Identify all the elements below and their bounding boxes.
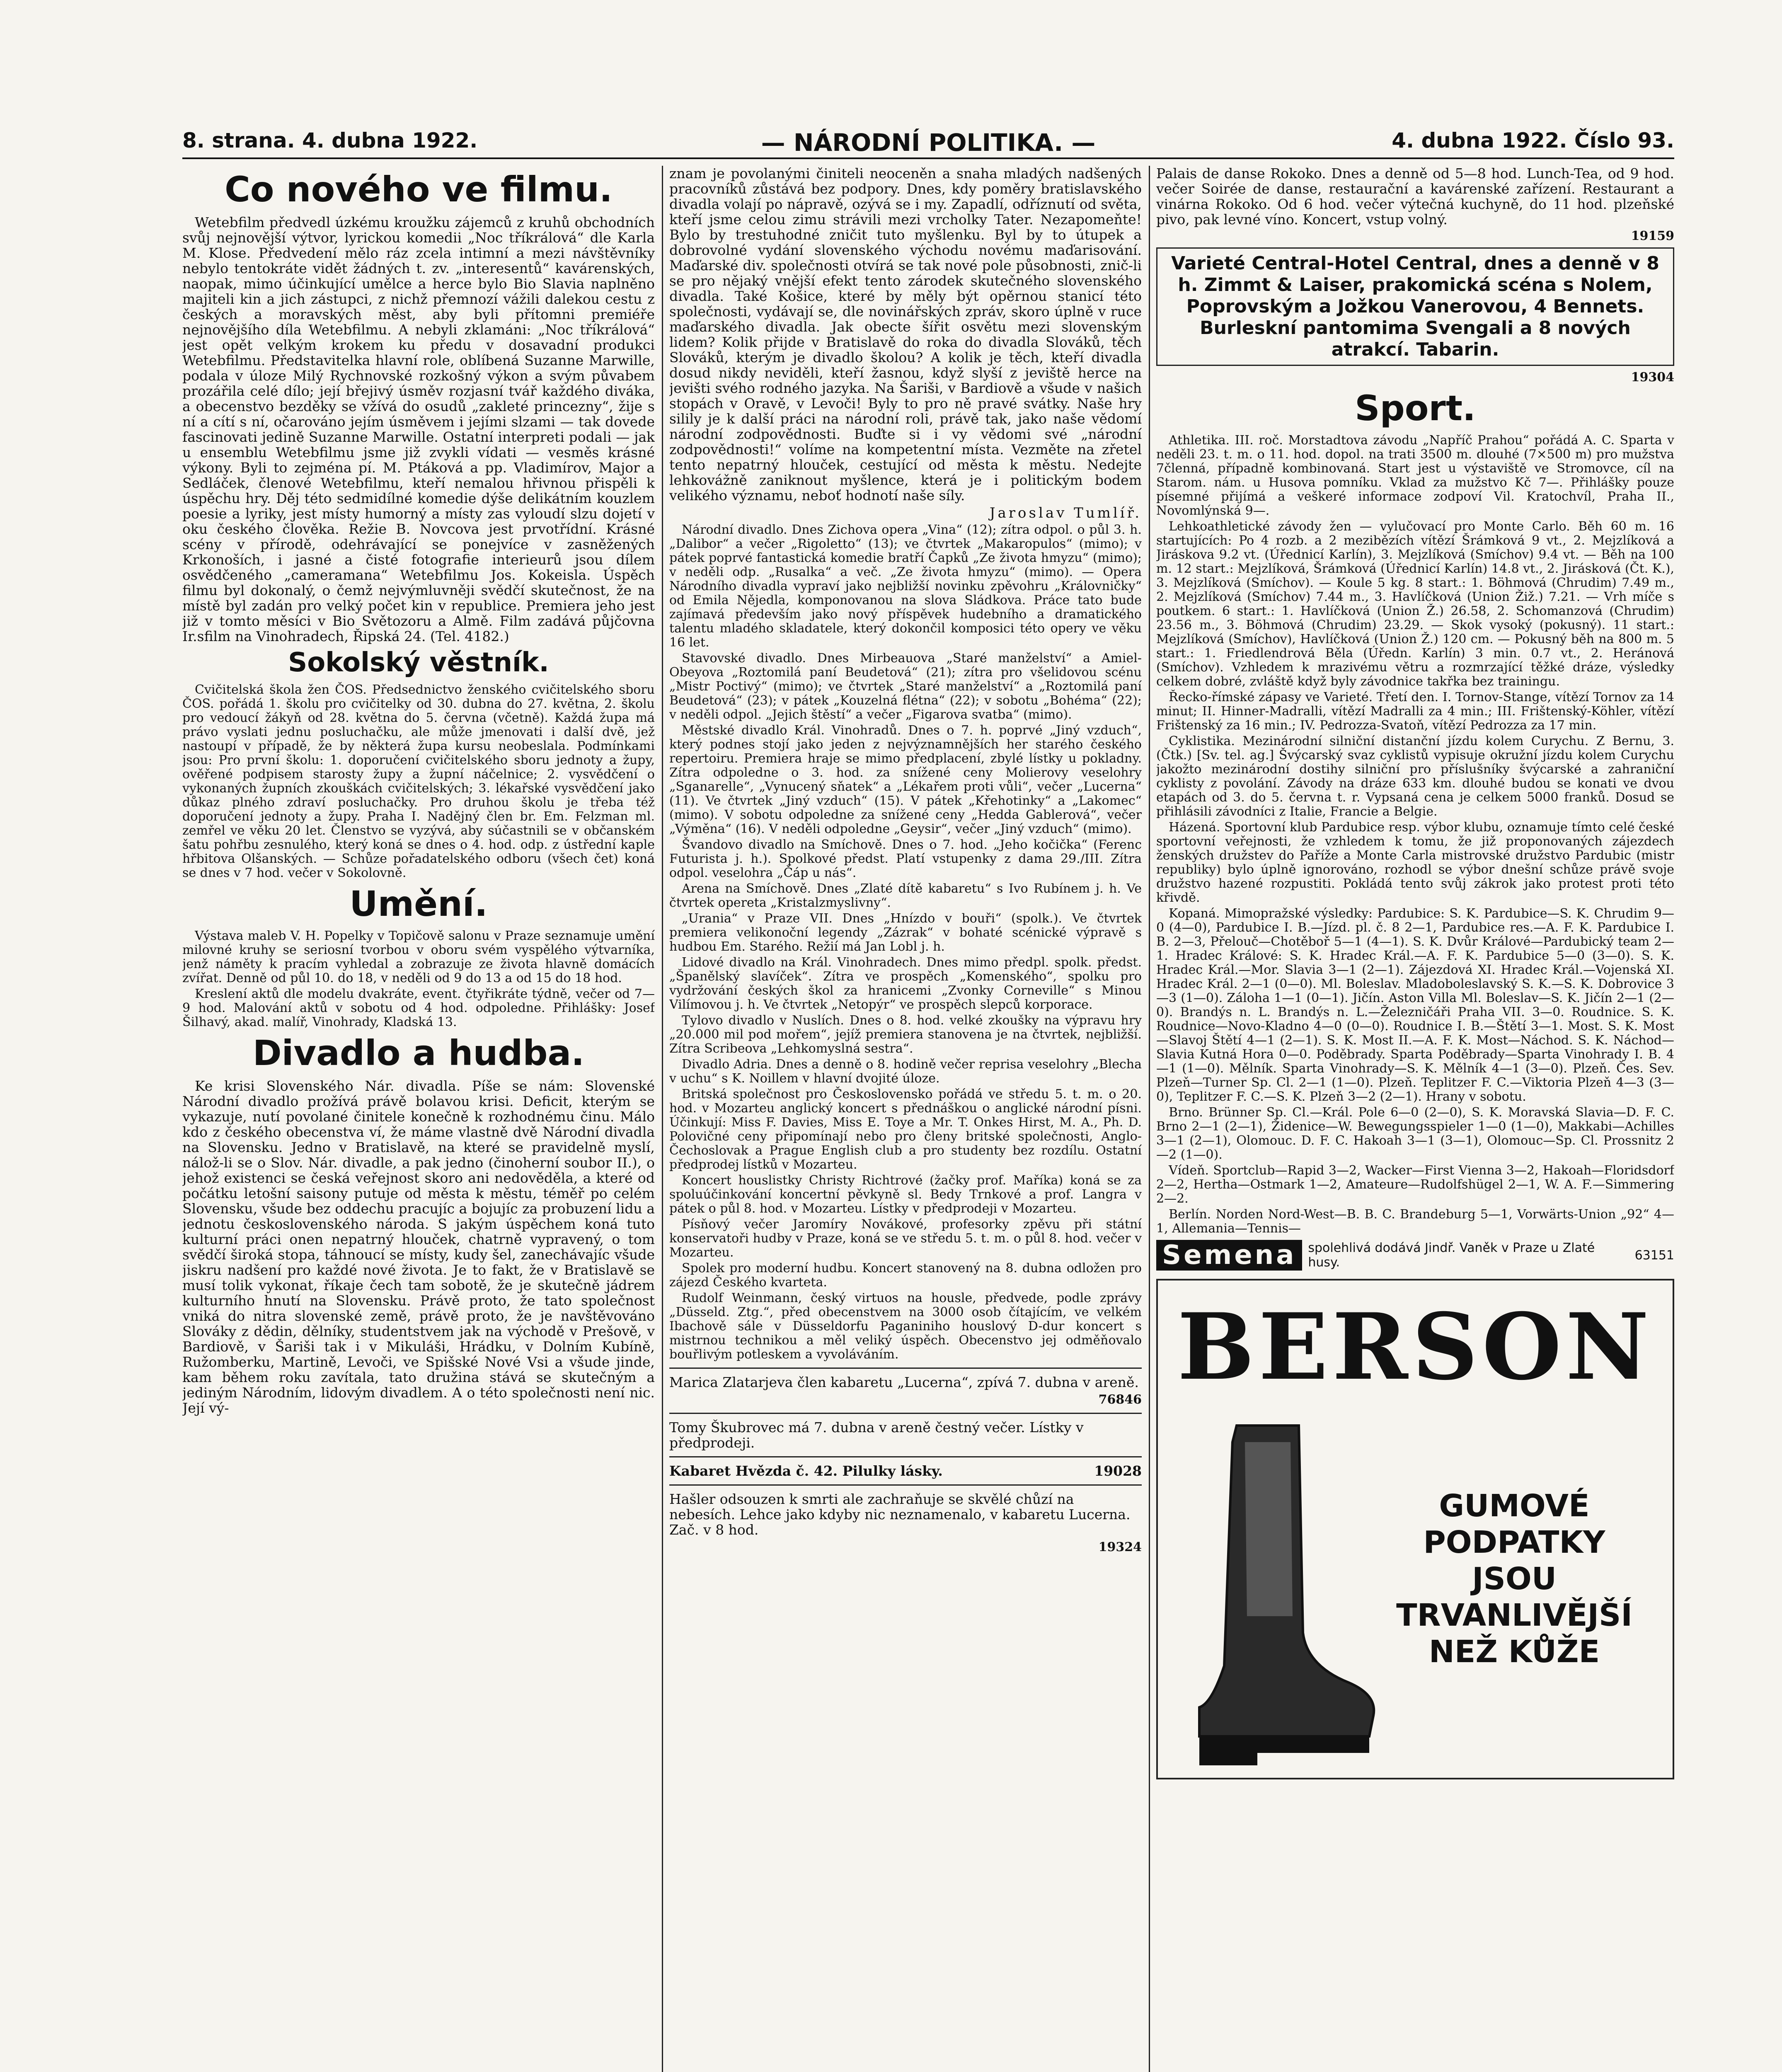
news-national-theatre: Národní divadlo. Dnes Zichova opera „Vina“ (12); zítra odpol. o půl 3. h. „Dalibor“ a večer „Rigoletto“ (13); ve čtvrtek „Makaropulos“ (mimo); v pátek poprvé fantastická komedie bratří Čapků „Ze života hmyzu“ (mimo); v neděli odp. „Rusalka“ a več. „Ze života hmyzu“ (mimo). — Opera Národního divadla vypraví jako nejbližší novinku zpěvohru „Královničky“ od Emila Nějedla, komponovanou na slova Sládkova. Práce tato bude zajímavá především jako nový příspěvek hudebního a dramatického talentu mladého skladatele, který dokončil komposici této opery ve věku 16 let.	[669, 523, 1142, 650]
author-signature: Jaroslav Tumlíř.	[989, 505, 1142, 521]
ad-rokoko: Palais de danse Rokoko. Dnes a denně od 5—8 hod. Lunch-Tea, od 9 hod. večer Soirée de danse, restaurační a kavárenské zařízení. Restaurant a vinárna Rokoko. Od 6 hod. večer výtečná kuchyně, do 11 hod. plzeňské pivo, pak levné víno. Koncert, vstup volný.	[1156, 166, 1674, 228]
ad-skubrovec: Tomy Škubrovec má 7. dubna v areně čestný večer. Lístky v předprodeji.	[669, 1419, 1084, 1451]
sport-womens-athletics: Lehkoathletické závody žen — vylučovací pro Monte Carlo. Běh 60 m. 16 startujících: Po 4 rozb. a 2 mezibězích vítězí Šrámková 9 vt., 2. Mejzlíková a Jiráskova 9.2 vt. (Úřednicí Karlín), 3. Mejzlíková (Smíchov) 9.4 vt. — Běh na 100 m. 12 start.: Mejzlíková, Šrámková (Úřednicí Karlín) 14.8 vt., 2. Jirásková (Čt. K.), 3. Mejzlíková (Smíchov). — Koule 5 kg. 8 start.: 1. Böhmová (Chrudim) 7.49 m., 2. Mejzlíková (Smíchov) 7.44 m., 3. Havlíčková (Union Žiž.) 7.21. — Vrh míče s poutkem. 6 start.: 1. Havlíčková (Union Ž.) 26.58, 2. Schomanzová (Chrudim) 23.56 m., 3. Böhmová (Chrudim) 23.29. — Skok vysoký (pokusný). 11 start.: Mejzlíková (Smíchov), Havlíčková (Union Ž.) 120 cm. — Pokusný běh na 800 m. 5 start.: 1. Friedlendrová Běla (Úředn. Karlín) 3 min. 0.7 vt., 2. Heránová (Smíchov). Vzhledem k mrazivému větru a rozmrzající těžké dráze, výsledky celkem dobré, zvláště když byly závodnice takřka bez trainingu.	[1156, 519, 1674, 689]
news-tyl-theatre: Tylovo divadlo v Nuslích. Dnes o 8. hod. velké zkoušky na výpravu hry „20.000 mil pod mořem“, jejíž premiera stanovena je na čtvrtek, nejbližší. Zítra Scribeova „Lehkomyslná sestra“.	[669, 1013, 1142, 1056]
news-british-society: Britská společnost pro Československo pořádá ve středu 5. t. m. o 20. hod. v Mozarteu anglický koncert s přednáškou o anglické národní písni. Účinkují: Miss F. Davies, Miss E. Toye a Mr. T. Onkes Hirst, M. A., Ph. D. Polovičné ceny připomínají nebo pro členy britské společnosti, Anglo-Čechoslovak a Prague English club a pro studenty bez rozdílu. Ostatní předprodej lístků v Mozarteu.	[669, 1087, 1142, 1172]
article-theatre: Ke krisi Slovenského Nár. divadla. Píše se nám: Slovenské Národní divadlo prožívá právě bolavou krisi. Deficit, kterým se vykazuje, nutí povolané činitele konečně k rozhodnému činu. Málo kdo z českého obecenstva ví, že máme vlastně dvě Národní divadla na Slovensku. Jedno v Bratislavě, na které se pravidelně myslí, nálož-li se o Slov. Nár. divadle, a pak jedno (činoherní soubor II.), o jehož existenci se česká veřejnost skoro ani nedověděla, a které od počátku letošní saisony putuje od města k městu, téměř po celém Slovensku, všude bez oddechu pracujíc a bojujíc za probuzení lidu a jednotu československého národa. S jakým úspěchem koná tuto kulturní práci onen nepatrný hlouček, chatrně vypravený, o tom svědčí široká stopa, táhnoucí se místy, kudy šel, zanechávajíc všude jiskru nadšení pro každé nové života. Je to fakt, že v Bratislavě se musí tolik vykonat, říkaje čech tam sobotě, že je skutečně jádrem kulturního hnutí na Slovensku. Právě proto, že tato společnost vniká do nitra slovenské země, právě proto, že je navštěvováno Slováky z dědin, dělníky, studentstvem jak na východě v Prešově, v Bardiově, v Šariši tak i v Mikuláši, Hrádku, v Dolním Kubíně, Ružomberku, Martině, Levoči, ve Spišské Nové Vsi a všude jinde, kam během roku zavítala, tato družina stává se skutečným a jediným Národním, lidovým divadlem. A o této společnosti není nic. Její vý-	[182, 1078, 655, 1416]
news-lidove-theatre: Lidové divadlo na Král. Vinohradech. Dnes mimo předpl. spolk. předst. „Španělský slavíček“. Zítra ve prospěch „Komenského“, spolku pro vydržování českých škol za hranicemi „Zvonky Corneville“ s Minou Vilímovou j. h. Ve čtvrtek „Netopýr“ ve prospěch slepců korporace.	[669, 955, 1142, 1012]
divider	[669, 1456, 1142, 1457]
ad-varieté: Varieté Central-Hotel Central, dnes a denně v 8 h. Zimmt & Laiser, prakomická scéna s Nolem, Poprovským a Jožkou Vanerovou, 4 Bennets. Burleskní pantomima Svengali a 8 nových atrakcí. Tabarin.	[1156, 247, 1674, 366]
sport-football: Kopaná. Mimopražské výsledky: Pardubice: S. K. Pardubice—S. K. Chrudim 9—0 (4—0), Pardubice I. B.—Jízd. pl. č. 8 2—1, Pardubice res.—A. F. K. Pardubice I. B. 2—3, Přelouč—Chotěboř 5—1 (4—1). S. K. Dvůr Králové—Pardubický team 2—1. Hradec Králové: S. K. Hradec Král.—A. F. K. Pardubice 5—0 (3—0). S. K. Hradec Král.—Mor. Slavia 3—1 (2—1). Zájezdová XI. Hradec Král.—Vojenská XI. Hradec Král. 2—1 (0—0). Ml. Boleslav. Mladoboleslavský S. K.—S. K. Dobrovice 3—3 (1—0). Záloha 1—1 (0—1). Jičín. Aston Villa Ml. Boleslav—S. K. Jičín 2—1 (2—0). Brandýs n. L. Brandýs n. L.—Železničáři Praha VII. 3—0. Roudnice. S. K. Roudnice—Novo-Kladno 4—0 (0—0). Roudnice I. B.—Štětí 3—1. Most. S. K. Most—Slavoj Štětí 4—1 (2—1). S. K. Most II.—A. F. K. Most—Náchod. S. K. Náchod—Slavia Kutná Hora 0—0. Poděbrady. Sparta Poděbrady—Sparta Vinohrady I. B. 4—1 (1—0). Mělník. Sparta Vinohrady—S. K. Mělník 4—1 (3—0). Plzeň. Čes. Sev. Plzeň—Turner Sp. Cl. 2—1 (1—0). Plzeň. Teplitzer F. C.—Viktoria Plzeň 4—3 (3—0), Teplitzer F. C.—S. K. Plzeň 3—2 (2—1). Hrany v sobotu.	[1156, 906, 1674, 1104]
column-divider	[662, 166, 663, 2072]
ad-hasler: Hašler odsouzen k smrti ale zachraňuje se skvělé chůzí na nebesích. Lehce jako kdyby nic neznamenalo, v kabaretu Lucerna. Zač. v 8 hod.	[669, 1491, 1131, 1538]
article-sokol: Cvičitelská škola žen ČOS. Předsednictvo ženského cvičitelského sboru ČOS. pořádá 1. školu pro cvičitelky od 30. dubna do 27. května, 2. školu pro vedoucí žákyň od 28. května do 5. června (včetně). Každá župa má právo vyslati jednu posluchačku, ale může jmenovati i další dvě, jež nastoupí v případě, že by některá župa kursu neobeslala. Podmínkami jsou: Pro první školu: 1. doporučení cvičitelského sboru jednoty a župy, ověřené podpisem starosty župy a župní náčelnice; 2. vysvědčení o vykonaných župních zkouškách cvičitelských; 3. lékařské vysvědčení jako důkaz plného zdraví posluchačky. Pro druhou školu je třeba též doporučení jednoty a župy. Praha I. Nadějný člen br. Em. Felzman ml. zemřel ve věku 20 let. Členstvo se vyzývá, aby súčastnili se v občanském šatu pohřbu zesnulého, který koná se dnes o 4. hod. odp. z ústřední kaple hřbitova Olšanských. — Schůze pořadatelského odboru (všech čet) koná se dnes v 7 hod. večer v Sokolovně.	[182, 683, 655, 880]
sport-athletics: Athletika. III. roč. Morstadtova závodu „Napříč Prahou“ pořádá A. C. Sparta v neděli 23. t. m. o 11. hod. dopol. na trati 3500 m. dlouhé (7×500 m) pro mužstva 7členná, případně kombinovaná. Start jest u výstaviště ve Stromovce, cíl na Starom. nám. u Husova pomníku. Vklad za mužstvo Kč 7—. Přihlášky pouze písemné přijímá a veškeré informace zodpoví Vil. Kratochvíl, Praha II., Novomlýnská 9—.	[1156, 433, 1674, 518]
divider	[669, 1368, 1142, 1369]
news-urania: „Urania“ v Praze VII. Dnes „Hnízdo v bouři“ (spolk.). Ve čtvrtek premiera velikonoční legendy „Zázrak“ v bohaté scénické výpravě s hudbou Em. Starého. Režií má Jan Lobl j. h.	[669, 911, 1142, 954]
page-header	[182, 124, 1674, 162]
ad-number: 19304	[1631, 370, 1674, 385]
seeds-text: spolehlivá dodává Jindř. Vaněk v Praze u Zlaté husy.	[1308, 1241, 1595, 1270]
header-left: 8. strana. 4. dubna 1922.	[182, 128, 478, 152]
berson-slogan: GUMOVÉ PODPATKY JSOU TRVANLIVĚJŠÍ NEŽ KŮŽE	[1396, 1488, 1632, 1670]
headline-sokol: Sokolský věstník.	[288, 647, 549, 678]
news-weinmann: Rudolf Weinmann, český virtuos na housle, předvede, podle zprávy „Düsseld. Ztg.“, před obecenstvem na 3000 osob čítajícím, ve velkém Ibachově sále v Düsseldorfu Paganiniho houslový D-dur koncert s mistrnou technikou a měl veliký úspěch. Obecenstvo jej odměňovalo bouřlivým potleskem a vyvoláváním.	[669, 1291, 1142, 1362]
ad-berson	[1156, 1279, 1674, 1779]
headline-art: Umění.	[349, 884, 488, 924]
sport-handball: Házená. Sportovní klub Pardubice resp. výbor klubu, oznamuje tímto celé české sportovní veřejnosti, že vzhledem k tomu, že již proponovaných zájezdech ženských družstev do Paříže a Monte Carla mistrovské družstvo Pardubic (mistr republiky) bylo úplně ignorováno, rozhodl se výbor dnešní schůze právě svoje družstvo hazené rozpustiti. Pokládá tento svůj zákrok jako protest proti této křivdě.	[1156, 820, 1674, 905]
column-3	[1156, 166, 1674, 2072]
ad-seeds	[1156, 1240, 1674, 1271]
masthead: — NÁRODNÍ POLITIKA. —	[761, 128, 1096, 157]
headline-sport: Sport.	[1355, 388, 1476, 428]
sport-wrestling: Řecko-římské zápasy ve Varieté. Třetí den. I. Tornov-Stange, vítězí Tornov za 14 minut; II. Hinner-Madralli, vítězí Madralli za 4 min.; III. Frištenský-Köhler, vítězí Frištenský za 16 min.; IV. Pedrozza-Svatoň, vítězí Pedrozza za 17 min.	[1156, 690, 1674, 733]
column-divider	[1149, 166, 1150, 2072]
ad-number: 19028	[1094, 1463, 1142, 1479]
headline-film: Co nového ve filmu.	[225, 169, 613, 210]
sport-brno: Brno. Brünner Sp. Cl.—Král. Pole 6—0 (2—0), S. K. Moravská Slavia—D. F. C. Brno 2—1 (2—1), Židenice—W. Bewegungsspieler 1—0 (1—0), Makkabi—Achilles 3—1 (2—1), Olomouc. D. F. C. Hakoah 3—1 (3—1), Olomouc—Sp. Cl. Prossnitz 2—2 (1—0).	[1156, 1105, 1674, 1162]
header-right: 4. dubna 1922. Číslo 93.	[1392, 128, 1674, 152]
news-richter-concert: Koncert houslistky Christy Richtrové (žačky prof. Maříka) koná se za spoluúčinkování koncertní pěvkyně sl. Bedy Trnkové a prof. Langra v pátek o půl 8. hod. v Mozarteu. Lístky v předprodeji v Mozarteu.	[669, 1173, 1142, 1216]
berson-brand: BERSON	[1177, 1293, 1654, 1400]
header-rule	[182, 157, 1674, 159]
sport-vienna: Vídeň. Sportclub—Rapid 3—2, Wacker—First Vienna 3—2, Hakoah—Floridsdorf 2—2, Hertha—Ostmark 1—2, Amateure—Rudolfshügel 2—1, W. A. F.—Simmering 2—2.	[1156, 1163, 1674, 1206]
ad-number: 63151	[1634, 1248, 1674, 1263]
column-2	[669, 166, 1142, 2072]
seeds-logo: Semena	[1156, 1240, 1302, 1271]
headline-theatre: Divadlo a hudba.	[252, 1033, 585, 1073]
news-vinohrady-theatre: Městské divadlo Král. Vinohradů. Dnes o 7. h. poprvé „Jiný vzduch“, který podnes stojí jako jeden z nejvýznamnějších her starého českého repertoiru. Premiera hraje se mimo předplacení, zbylé lístky u pokladny. Zítra odpoledne o 3. hod. za snížené ceny Molierovy veselohry „Sganarelle“, „Vynucený sňatek“ a „Lékařem proti vůli“, večer „Lucerna“ (11). Ve čtvrtek „Jiný vzduch“ (15). V pátek „Křehotinky“ a „Lakomec“ (mimo). V sobotu odpoledne za snížené ceny „Hedda Gablerová“, večer „Výměna“ (16). V neděli odpoledne „Geysir“, večer „Jiný vzduch“ (mimo).	[669, 723, 1142, 836]
news-modern-music: Spolek pro moderní hudbu. Koncert stanovený na 8. dubna odložen pro zájezd Českého kvarteta.	[669, 1261, 1142, 1290]
ad-hvezda-text: Kabaret Hvězda č. 42. Pilulky lásky.	[669, 1463, 943, 1479]
ad-zlatarjeva: Marica Zlatarjeva člen kabaretu „Lucerna“, zpívá 7. dubna v areně.	[669, 1374, 1139, 1390]
sport-berlin: Berlín. Norden Nord-West—B. B. C. Brandeburg 5—1, Vorwärts-Union „92“ 4—1, Allemania—Tennis—	[1156, 1207, 1674, 1236]
ad-hvezda	[669, 1463, 1142, 1479]
column-1	[182, 166, 655, 2072]
divider	[669, 1413, 1142, 1414]
boot-illustration	[1174, 1417, 1382, 1769]
news-novakova: Písňový večer Jaromíry Novákové, profesorky zpěvu při státní konservatoři hudby v Praze, koná se ve středu 5. t. m. o půl 8. hod. večer v Mozarteu.	[669, 1217, 1142, 1260]
sport-cycling: Cyklistika. Mezinárodní silniční distanční jízdu kolem Curychu. Z Bernu, 3. (Čtk.) [Sv. tel. ag.] Švýcarský svaz cyklistů vypisuje okružní jízdu kolem Curychu jakožto mezinárodní dostihy silniční pro příslušníky švýcarské a zahraniční cyklisty z povolání. Závody na dráze 633 km. dlouhé budou se konati ve dvou etapách od 3. do 5. června t. r. Vypsaná cena je celkem 5000 franků. Dosud se přihlásili závodníci z Italie, Francie a Belgie.	[1156, 734, 1674, 819]
ad-number: 19324	[1098, 1540, 1142, 1554]
news-svanda-theatre: Švandovo divadlo na Smíchově. Dnes o 7. hod. „Jeho kočička“ (Ferenc Futurista j. h.). Spolkové předst. Platí vstupenky z dama 29./III. Zítra odpol. veselohra „Čáp u nás“.	[669, 838, 1142, 880]
news-estates-theatre: Stavovské divadlo. Dnes Mirbeauova „Staré manželství“ a Amiel-Obeyova „Roztomilá paní Beudetová“ (21); zítra pro všelidovou scénu „Mistr Poctivý“ (mimo); ve čtvrtek „Staré manželství“ a „Roztomilá paní Beudetová“ (23); v pátek „Kouzelná flétna“ (22); v sobotu „Bohéma“ (22); v neděli odpol. „Jejich štěstí“ a večer „Figarova svatba“ (mimo).	[669, 651, 1142, 722]
ad-number: 76846	[1098, 1392, 1142, 1407]
article-art: Výstava maleb V. H. Popelky v Topičově salonu v Praze seznamuje umění milovné kruhy se seriosní tvorbou v oboru svém vyspělého výtvarníka, jenž náměty k pracím vyhledal a zobrazuje ze života hlavně domácích zvířat. Denně od půl 10. do 18, v neděli od 9 do 13 a od 15 do 18 hod.	[182, 929, 655, 985]
news-arena: Arena na Smíchově. Dnes „Zlaté dítě kabaretu“ s Ivo Rubínem j. h. Ve čtvrtek opereta „Kristalzmyslivny“.	[669, 881, 1142, 910]
news-adria: Divadlo Adria. Dnes a denně o 8. hodině večer reprisa veselohry „Blecha v uchu“ s K. Noillem v hlavní dvojité úloze.	[669, 1057, 1142, 1086]
ad-number: 19159	[1631, 229, 1674, 243]
notice-art: Kreslení aktů dle modelu dvakráte, event. čtyřikráte týdně, večer od 7—9 hod. Malování aktů v sobotu od 4 hod. odpoledne. Přihlášky: Josef Šilhavý, akad. malíř, Vinohrady, Kladská 13.	[182, 987, 655, 1029]
article-film: Wetebfilm předvedl úzkému kroužku zájemců z kruhů obchodních svůj nejnovější výtvor, lyrickou komedii „Noc tříkrálová“ dle Karla M. Klose. Předvedení mělo ráz zcela intimní a mezi návštěvníky nebylo tentokráte vidět žádných t. zv. „interesentů“ kavárenských, naopak, mimo účinkující umělce a herce bylo Bio Slavia naplněno majiteli kin a jich zástupci, z nichž přemnozí vážili dalekou cestu z českých a moravských měst, aby byli přítomni premiéře nejnovějšího díla Wetebfilmu. A nebyli zklamáni: „Noc tříkrálová“ jest opět velkým krokem ku předu v dosavadní produkci Wetebfilmu. Představitelka hlavní role, oblíbená Suzanne Marwille, podala v úloze Milý Rychnovské rozkošný výkon a svým půvabem prozářila celé dílo; její břejivý úsměv rozjasní tvář každého diváka, a obecenstvo bezděky se vžívá do osudů „zakleté princezny“, žije s ní a cítí s ní, očarováno jejím úsměvem i jejími slzami — tak dovede fascinovati jedině Suzanne Marwille. Ostatní interpreti podali — jak u ensemblu Wetebfilmu jsme již zvykli vídati — vesměs krásné výkony. Byli to zejména pí. M. Ptáková a pp. Vladimírov, Major a Sedláček, členové Wetebfilmu, kteří nemalou hřivnou přispěli k úspěchu hry. Děj této sedmidílné komedie dýše delikátním kouzlem poesie a lyriky, jest místy humorný a místy zas vyloudí slzu dojetí v oku českého člověka. Režie B. Novcova jest prvotřídní. Krásné scény v přírodě, odehrávající se ponejvíce v zasněžených Krkonoších, i jasné a čisté fotografie interieurů jsou dílem osvědčeného „cameramana“ Wetebfilmu Jos. Kokeisla. Úspěch filmu byl dokonalý, o čemž nejvýmluvněji svědčí skutečnost, že na místě byl zadán pro velký počet kin v republice. Premiera jeho jest již v tomto měsíci v Bio Světozoru a Almě. Film zadává půjčovna Ir.sfilm na Vinohradech, Řipská 24. (Tel. 4182.)	[182, 214, 655, 644]
article-theatre-cont: znam je povolanými činiteli neoceněn a snaha mladých nadšených pracovníků zůstává bez podpory. Dnes, kdy poměry bratislavského divadla volají po nápravě, ozývá se i my. Zapadlí, odříznutí od světa, kteří jsme celou zimu strávili mezi vrcholky Tater. Nezapomeňte! Bylo by trestuhodné zničit tuto myšlenku. Byl by to útupek a dobrovolné vydání slovenského východu novému maďarisování. Maďarské div. společnosti otvírá se tak nové pole působnosti, znič-li se pro nějaký vnější efekt tento zárodek skutečného slovenského divadla. Také Košice, které by měly být opěrnou stanicí této společnosti, vydávají se, dle novinářských zpráv, skoro úplně v ruce maďarského divadla. Jak obecte šířit osvětu mezi slovenským lidem? Kolik přijde v Bratislavě do roka do divadla Slováků, těch Slováků, kterým je divadlo školou? A kolik je těch, kteří divadla dosud nikdy neviděli, kteří žasnou, když slyší z jeviště herce na jevišti svého rodného jazyka. Na Šariši, v Bardiově a všude v našich stopách v Oravě, v Levoči! Byly to pro ně pravé svátky. Naše hry silily je k další práci na národní roli, právě tak, jako naše vědomí národní zodpovědnosti. Buďte si i vy vědomi své „národní zodpovědnosti!“ volíme na kompetentní místa. Vezměte na zřetel tento nepatrný hlouček, cestující od města k městu. Nedejte lehkovážně zaniknout myšlence, která je i politickým bodem velikého významu, neboť hodnotí naše síly.	[669, 166, 1142, 503]
divider	[669, 1484, 1142, 1486]
